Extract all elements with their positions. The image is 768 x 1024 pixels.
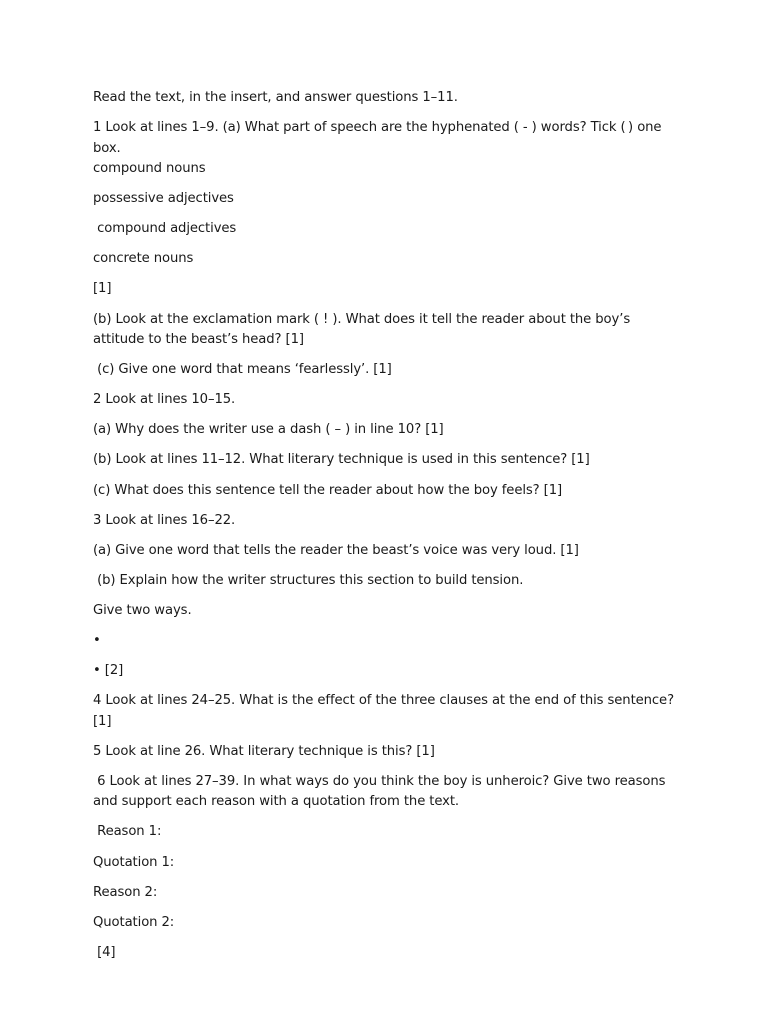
bullet-2: • [2] [93,663,124,679]
question-4: 4 Look at lines 24–25. What is the effect of the three clauses at the end of this sentence? [1] [93,693,679,729]
question-2a: (a) Why does the writer use a dash ( – ) in line 10? [1] [93,422,444,438]
marks-label: [1] [93,281,112,297]
quotation-1-label: Quotation 1: [93,854,175,870]
question-2b: (b) Look at lines 11–12. What literary technique is used in this sentence? [1] [93,452,590,468]
question-5: 5 Look at line 26. What literary technique is this? [1] [93,743,435,759]
question-3-heading: 3 Look at lines 16–22. [93,512,236,528]
reason-2-label: Reason 2: [93,884,158,900]
question-1c: (c) Give one word that means ‘fearlessly’. [1] [93,362,392,378]
option-compound-nouns: compound nouns [93,161,206,177]
option-concrete-nouns: concrete nouns [93,251,194,267]
option-possessive-adjectives: possessive adjectives [93,191,234,207]
instruction-text: Read the text, in the insert, and answer questions 1–11. [93,90,458,105]
question-1a: 1 Look at lines 1–9. (a) What part of speech are the hyphenated ( - ) words? Tick ( ) one box. [93,120,666,156]
question-1b: (b) Look at the exclamation mark ( ! ). What does it tell the reader about the boy’s attitude to the beast’s head? [1] [93,311,635,348]
question-6: 6 Look at lines 27–39. In what ways do you think the boy is unheroic? Give two reasons and support each reason with a quotation from the text. [93,773,670,810]
question-3a: (a) Give one word that tells the reader the beast’s voice was very loud. [1] [93,542,579,558]
document-body [93,88,683,973]
question-3b: (b) Explain how the writer structures this section to build tension. [93,572,524,588]
reason-1-label: Reason 1: [93,824,162,840]
quotation-2-label: Quotation 2: [93,914,175,930]
question-2c: (c) What does this sentence tell the reader about how the boy feels? [1] [93,482,563,498]
bullet-1: • [93,633,101,648]
question-3b-instruction: Give two ways. [93,602,192,618]
option-compound-adjectives: compound adjectives [93,221,237,237]
question-2-heading: 2 Look at lines 10–15. [93,392,236,408]
marks-label-4: [4] [93,944,116,960]
